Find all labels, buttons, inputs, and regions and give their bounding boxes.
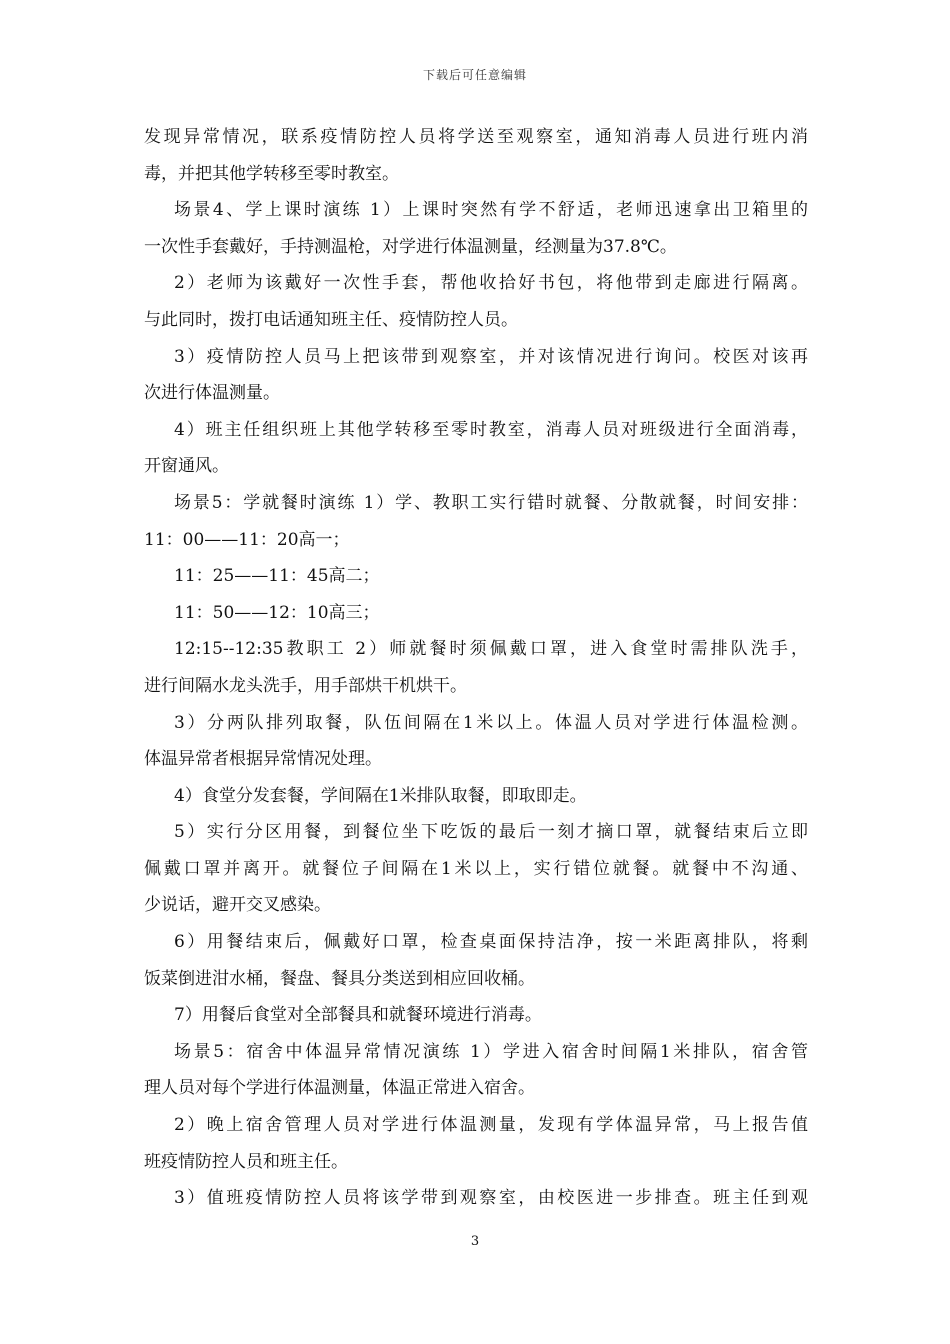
- text-line: 11：25——11：45高二；: [174, 566, 380, 587]
- text-line: 理人员对每个学进行体温测量，体温正常进入宿舍。: [144, 1078, 535, 1099]
- text-line: 体温异常者根据异常情况处理。: [144, 749, 382, 770]
- page-header: 下载后可任意编辑: [422, 68, 527, 82]
- text-line: 3）疫情防控人员马上把该带到观察室，并对该情况进行询问。校医对该再: [174, 346, 808, 367]
- text-line: 场景5：学就餐时演练 1）学、教职工实行错时就餐、分散就餐，时间安排：: [174, 492, 808, 513]
- text-line: 开窗通风。: [144, 456, 229, 477]
- text-line: 发现异常情况，联系疫情防控人员将学送至观察室，通知消毒人员进行班内消: [144, 127, 808, 147]
- text-line: 2）老师为该戴好一次性手套，帮他收拾好书包，将他带到走廊进行隔离。: [174, 273, 808, 294]
- text-line: 4）食堂分发套餐，学间隔在1米排队取餐，即取即走。: [174, 785, 587, 806]
- page-number: 3: [470, 1234, 480, 1249]
- text-line: 3）分两队排列取餐，队伍间隔在1米以上。体温人员对学进行体温检测。: [174, 712, 808, 733]
- text-line: 一次性手套戴好，手持测温枪，对学进行体温测量，经测量为37.8℃。: [144, 236, 677, 257]
- text-line: 11：50——12：10高三；: [174, 602, 380, 623]
- text-line: 4）班主任组织班上其他学转移至零时教室，消毒人员对班级进行全面消毒，: [174, 419, 808, 440]
- document-body: [144, 119, 808, 1217]
- text-line: 12:15--12:35教职工 2）师就餐时须佩戴口罩，进入食堂时需排队洗手，: [174, 639, 808, 660]
- text-line: 毒，并把其他学转移至零时教室。: [144, 163, 399, 184]
- text-line: 次进行体温测量。: [144, 383, 280, 404]
- text-line: 6）用餐结束后，佩戴好口罩，检查桌面保持洁净，按一米距离排队，将剩: [174, 932, 808, 953]
- text-line: 11：00——11：20高一；: [144, 529, 350, 550]
- text-line: 场景5：宿舍中体温异常情况演练 1）学进入宿舍时间隔1米排队，宿舍管: [174, 1041, 808, 1062]
- text-line: 少说话，避开交叉感染。: [144, 895, 331, 916]
- text-line: 饭菜倒进泔水桶，餐盘、餐具分类送到相应回收桶。: [144, 968, 535, 989]
- text-line: 进行间隔水龙头洗手，用手部烘干机烘干。: [144, 675, 467, 696]
- text-line: 7）用餐后食堂对全部餐具和就餐环境进行消毒。: [174, 1005, 542, 1026]
- text-line: 3）值班疫情防控人员将该学带到观察室，由校医进一步排查。班主任到观: [174, 1188, 808, 1209]
- text-line: 佩戴口罩并离开。就餐位子间隔在1米以上，实行错位就餐。就餐中不沟通、: [144, 858, 808, 879]
- text-line: 与此同时，拨打电话通知班主任、疫情防控人员。: [144, 309, 518, 330]
- text-line: 班疫情防控人员和班主任。: [144, 1151, 348, 1172]
- text-line: 场景4、学上课时演练 1）上课时突然有学不舒适，老师迅速拿出卫箱里的: [174, 200, 808, 221]
- text-line: 2）晚上宿舍管理人员对学进行体温测量，发现有学体温异常，马上报告值: [174, 1115, 808, 1136]
- text-line: 5）实行分区用餐，到餐位坐下吃饭的最后一刻才摘口罩，就餐结束后立即: [174, 822, 808, 843]
